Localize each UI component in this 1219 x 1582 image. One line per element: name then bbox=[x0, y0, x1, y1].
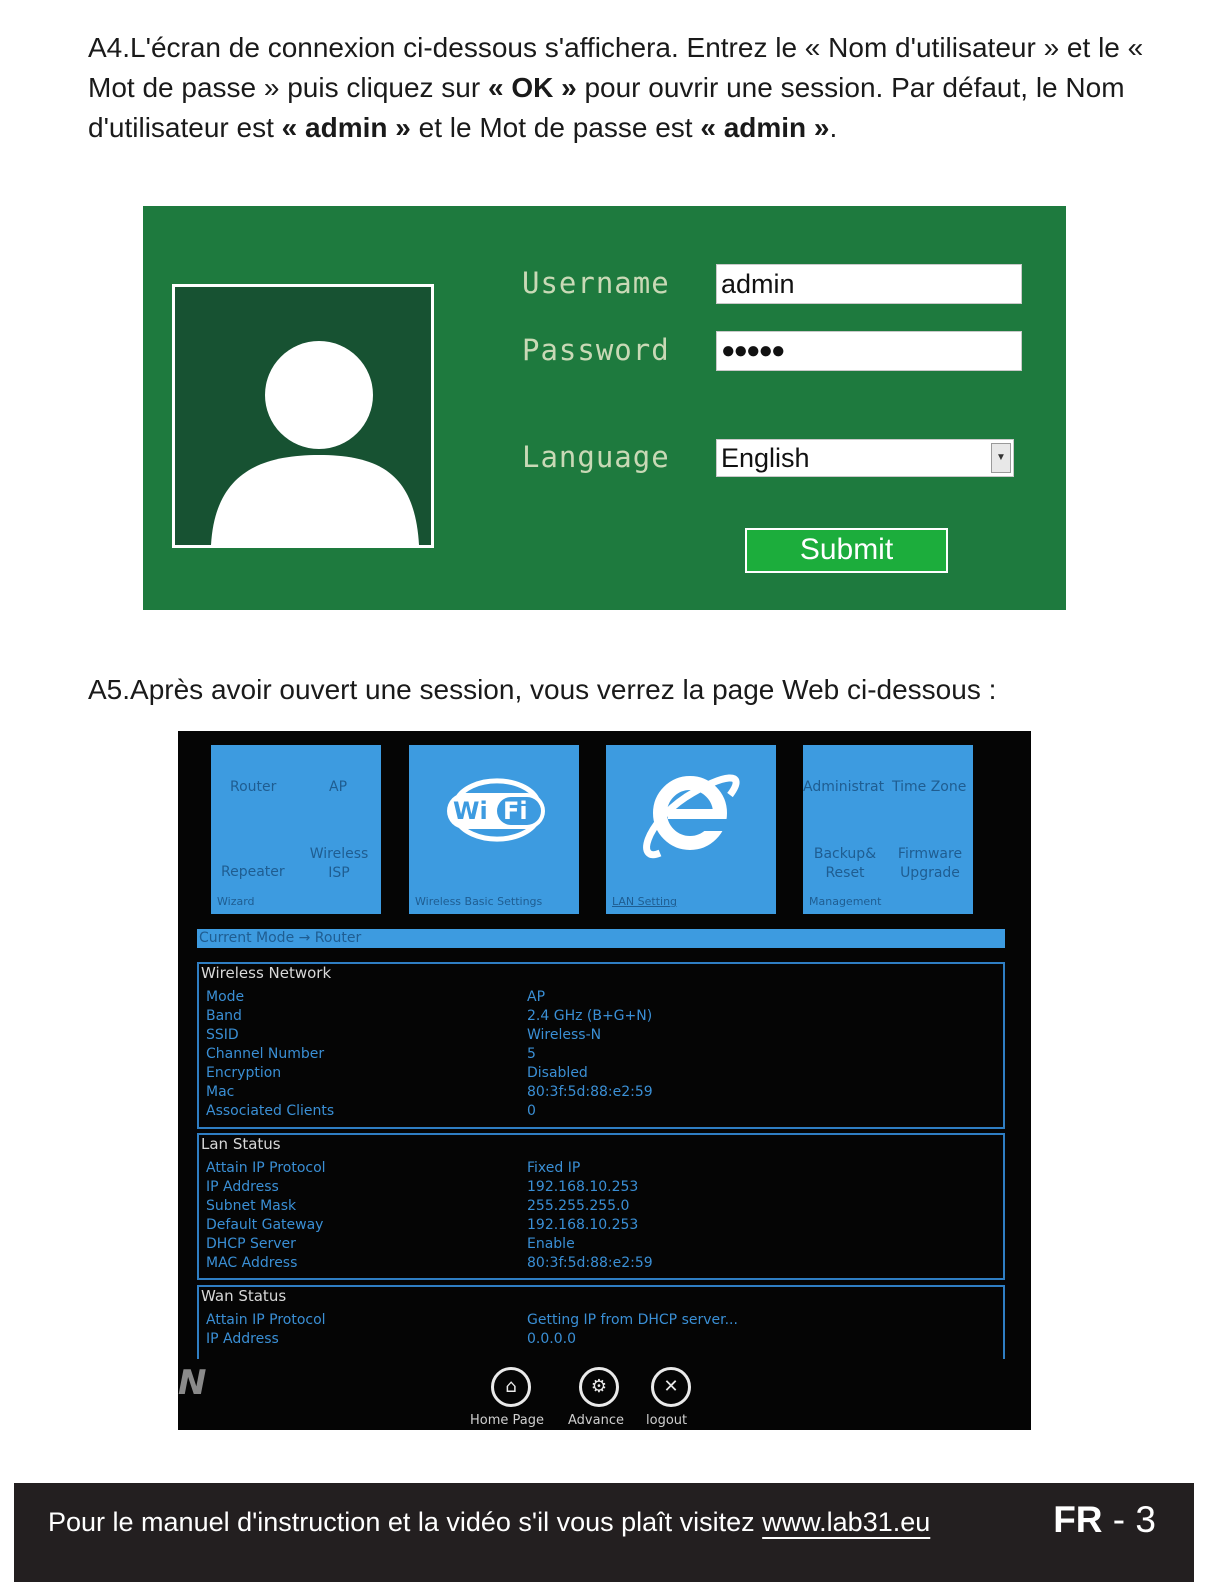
tile-item-router[interactable]: Router bbox=[230, 779, 277, 795]
instruction-a5: A5.Après avoir ouvert une session, vous verrez la page Web ci-dessous : bbox=[88, 674, 997, 705]
submit-button[interactable]: Submit bbox=[745, 528, 948, 573]
current-mode-bar: Current Mode → Router bbox=[197, 929, 1005, 948]
logout-link[interactable]: logout bbox=[646, 1413, 688, 1428]
table-row: IP Address 192.168.10.253 bbox=[206, 1179, 639, 1195]
wireless-network-panel bbox=[197, 962, 1005, 1129]
panel-title: Wan Status bbox=[201, 1287, 287, 1305]
admin-emphasis: « admin » bbox=[700, 112, 830, 143]
home-icon[interactable]: ⌂ bbox=[491, 1367, 531, 1407]
advance-link[interactable]: Advance bbox=[568, 1413, 624, 1428]
tile-item-repeater[interactable]: Repeater bbox=[221, 864, 285, 880]
table-row: Band 2.4 GHz (B+G+N) bbox=[206, 1008, 653, 1024]
page-number: FR - 3 bbox=[1053, 1499, 1156, 1540]
table-row: SSID Wireless-N bbox=[206, 1027, 602, 1043]
table-row: Default Gateway 192.168.10.253 bbox=[206, 1217, 639, 1233]
gear-icon[interactable]: ⚙ bbox=[579, 1367, 619, 1407]
table-row: DHCP Server Enable bbox=[206, 1236, 575, 1252]
wifi-logo-left: Wi bbox=[453, 797, 488, 825]
table-row: Associated Clients 0 bbox=[206, 1103, 536, 1119]
login-screenshot bbox=[143, 206, 1066, 610]
close-icon[interactable]: ✕ bbox=[651, 1367, 691, 1407]
password-field[interactable]: ●●●●● bbox=[716, 331, 1022, 371]
table-row: Attain IP Protocol Fixed IP bbox=[206, 1160, 581, 1176]
instruction-a4: A4.L'écran de connexion ci-dessous s'affichera. Entrez le « Nom d'utilisateur » et le « Mot de passe » puis cliquez sur « OK » pour ouvrir une session. Par défaut, le Nom d'utilisateur est « admin » et le Mot de passe est « admin ». bbox=[88, 32, 1144, 143]
tile-item-ap[interactable]: AP bbox=[329, 779, 348, 795]
username-field[interactable]: admin bbox=[716, 264, 1022, 304]
table-row: Mode AP bbox=[206, 989, 546, 1005]
tile-item-backup-reset[interactable]: Backup& Reset bbox=[813, 846, 877, 881]
tile-caption: Wizard bbox=[217, 895, 255, 908]
username-label: Username bbox=[522, 266, 670, 300]
tile-management[interactable] bbox=[803, 745, 973, 914]
tile-wizard[interactable] bbox=[211, 745, 381, 914]
ok-emphasis: « OK » bbox=[487, 72, 577, 103]
password-label: Password bbox=[522, 333, 670, 367]
bottom-nav bbox=[178, 1359, 1031, 1430]
panel-title: Lan Status bbox=[201, 1135, 281, 1153]
tile-item-firmware-upgrade[interactable]: Firmware Upgrade bbox=[897, 846, 963, 881]
tile-caption: Management bbox=[809, 895, 882, 908]
internet-explorer-icon bbox=[606, 745, 776, 875]
table-row: Encryption Disabled bbox=[206, 1065, 588, 1081]
router-web-screenshot bbox=[178, 731, 1031, 1430]
footer-text: Pour le manuel d'instruction et la vidéo s'il vous plaît visitez www.lab31.eu bbox=[48, 1507, 931, 1537]
website-link[interactable]: www.lab31.eu bbox=[762, 1507, 931, 1537]
tile-item-wireless-isp[interactable]: Wireless ISP bbox=[309, 846, 369, 881]
table-row: Channel Number 5 bbox=[206, 1046, 536, 1062]
avatar bbox=[172, 284, 434, 548]
table-row: Attain IP Protocol Getting IP from DHCP server... bbox=[206, 1312, 738, 1328]
tile-lan-setting[interactable] bbox=[606, 745, 776, 914]
admin-emphasis: « admin » bbox=[281, 112, 411, 143]
wifi-logo-right: Fi bbox=[503, 797, 528, 825]
brand-logo: N bbox=[178, 1363, 207, 1403]
table-row: IP Address 0.0.0.0 bbox=[206, 1331, 576, 1347]
language-select[interactable] bbox=[716, 439, 1014, 477]
panel-title: Wireless Network bbox=[201, 964, 332, 982]
language-value: English bbox=[721, 443, 810, 473]
user-silhouette-icon bbox=[175, 287, 433, 545]
wifi-logo-icon bbox=[409, 745, 579, 875]
footer bbox=[14, 1483, 1194, 1582]
chevron-down-icon[interactable]: ▼ bbox=[991, 443, 1011, 473]
language-label: Language bbox=[522, 440, 670, 474]
tile-caption: LAN Setting bbox=[612, 895, 678, 908]
tile-caption: Wireless Basic Settings bbox=[415, 895, 543, 908]
tile-wireless-basic-settings[interactable] bbox=[409, 745, 579, 914]
lan-status-panel bbox=[197, 1133, 1005, 1280]
table-row: Subnet Mask 255.255.255.0 bbox=[206, 1198, 630, 1214]
tile-item-time-zone[interactable]: Time Zone bbox=[892, 779, 967, 795]
home-page-link[interactable]: Home Page bbox=[470, 1413, 544, 1428]
table-row: Mac 80:3f:5d:88:e2:59 bbox=[206, 1084, 653, 1100]
table-row: MAC Address 80:3f:5d:88:e2:59 bbox=[206, 1255, 653, 1271]
tile-item-administrat[interactable]: Administrat bbox=[803, 779, 885, 795]
